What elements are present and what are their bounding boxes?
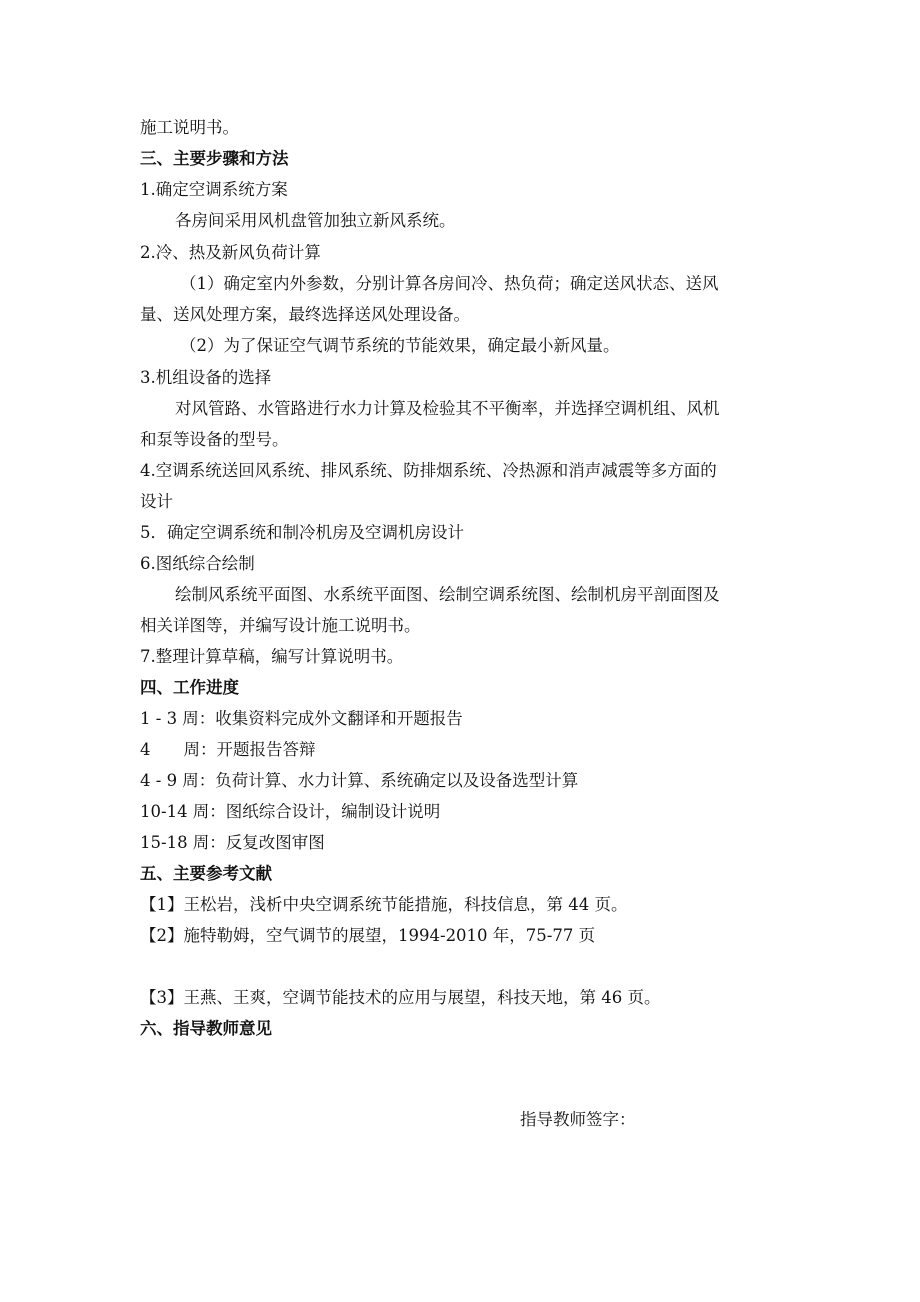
- section-heading-advisor-opinion: 六、指导教师意见: [140, 1019, 272, 1038]
- schedule-item-1: 1 - 3 周：收集资料完成外文翻译和开题报告: [140, 709, 463, 728]
- step-heading-7: 7.整理计算草稿，编写计算说明书。: [140, 647, 404, 666]
- reference-item-3: 【3】王燕、王爽，空调节能技术的应用与展望，科技天地，第 46 页。: [140, 988, 661, 1007]
- step-body-2b: （2）为了保证空气调节系统的节能效果，确定最小新风量。: [180, 336, 620, 355]
- step-heading-2: 2.冷、热及新风负荷计算: [140, 243, 321, 262]
- section-heading-schedule: 四、工作进度: [140, 678, 239, 697]
- section-heading-references: 五、主要参考文献: [140, 864, 272, 883]
- reference-item-2: 【2】施特勒姆，空气调节的展望，1994-2010 年，75-77 页: [140, 926, 596, 945]
- step-body-6-line2: 相关详图等，并编写设计施工说明书。: [140, 616, 421, 635]
- step-heading-4-line2: 设计: [140, 492, 173, 511]
- section-heading-steps: 三、主要步骤和方法: [140, 149, 289, 168]
- step-body-6-line1: 绘制风系统平面图、水系统平面图、绘制空调系统图、绘制机房平剖面图及: [175, 585, 720, 604]
- step-heading-4-line1: 4.空调系统送回风系统、排风系统、防排烟系统、冷热源和消声减震等多方面的: [140, 461, 717, 480]
- step-body-3-line2: 和泵等设备的型号。: [140, 430, 289, 449]
- schedule-item-2: 4 周：开题报告答辩: [140, 740, 316, 759]
- step-body-3-line1: 对风管路、水管路进行水力计算及检验其不平衡率，并选择空调机组、风机: [175, 399, 720, 418]
- step-body-1: 各房间采用风机盘管加独立新风系统。: [175, 211, 456, 230]
- reference-item-1: 【1】王松岩，浅析中央空调系统节能措施，科技信息，第 44 页。: [140, 895, 628, 914]
- schedule-item-4: 10-14 周：图纸综合设计，编制设计说明: [140, 802, 441, 821]
- continued-text: 施工说明书。: [140, 118, 239, 137]
- schedule-item-5: 15-18 周：反复改图审图: [140, 833, 325, 852]
- step-body-2a-line1: （1）确定室内外参数，分别计算各房间冷、热负荷；确定送风状态、送风: [180, 274, 719, 293]
- step-body-2a-line2: 量、送风处理方案，最终选择送风处理设备。: [140, 305, 470, 324]
- step-heading-1: 1.确定空调系统方案: [140, 180, 288, 199]
- advisor-signature-label: 指导教师签字：: [520, 1110, 636, 1129]
- step-heading-6: 6.图纸综合绘制: [140, 554, 255, 573]
- step-heading-5: 5．确定空调系统和制冷机房及空调机房设计: [140, 523, 464, 542]
- schedule-item-3: 4 - 9 周：负荷计算、水力计算、系统确定以及设备选型计算: [140, 771, 579, 790]
- step-heading-3: 3.机组设备的选择: [140, 368, 272, 387]
